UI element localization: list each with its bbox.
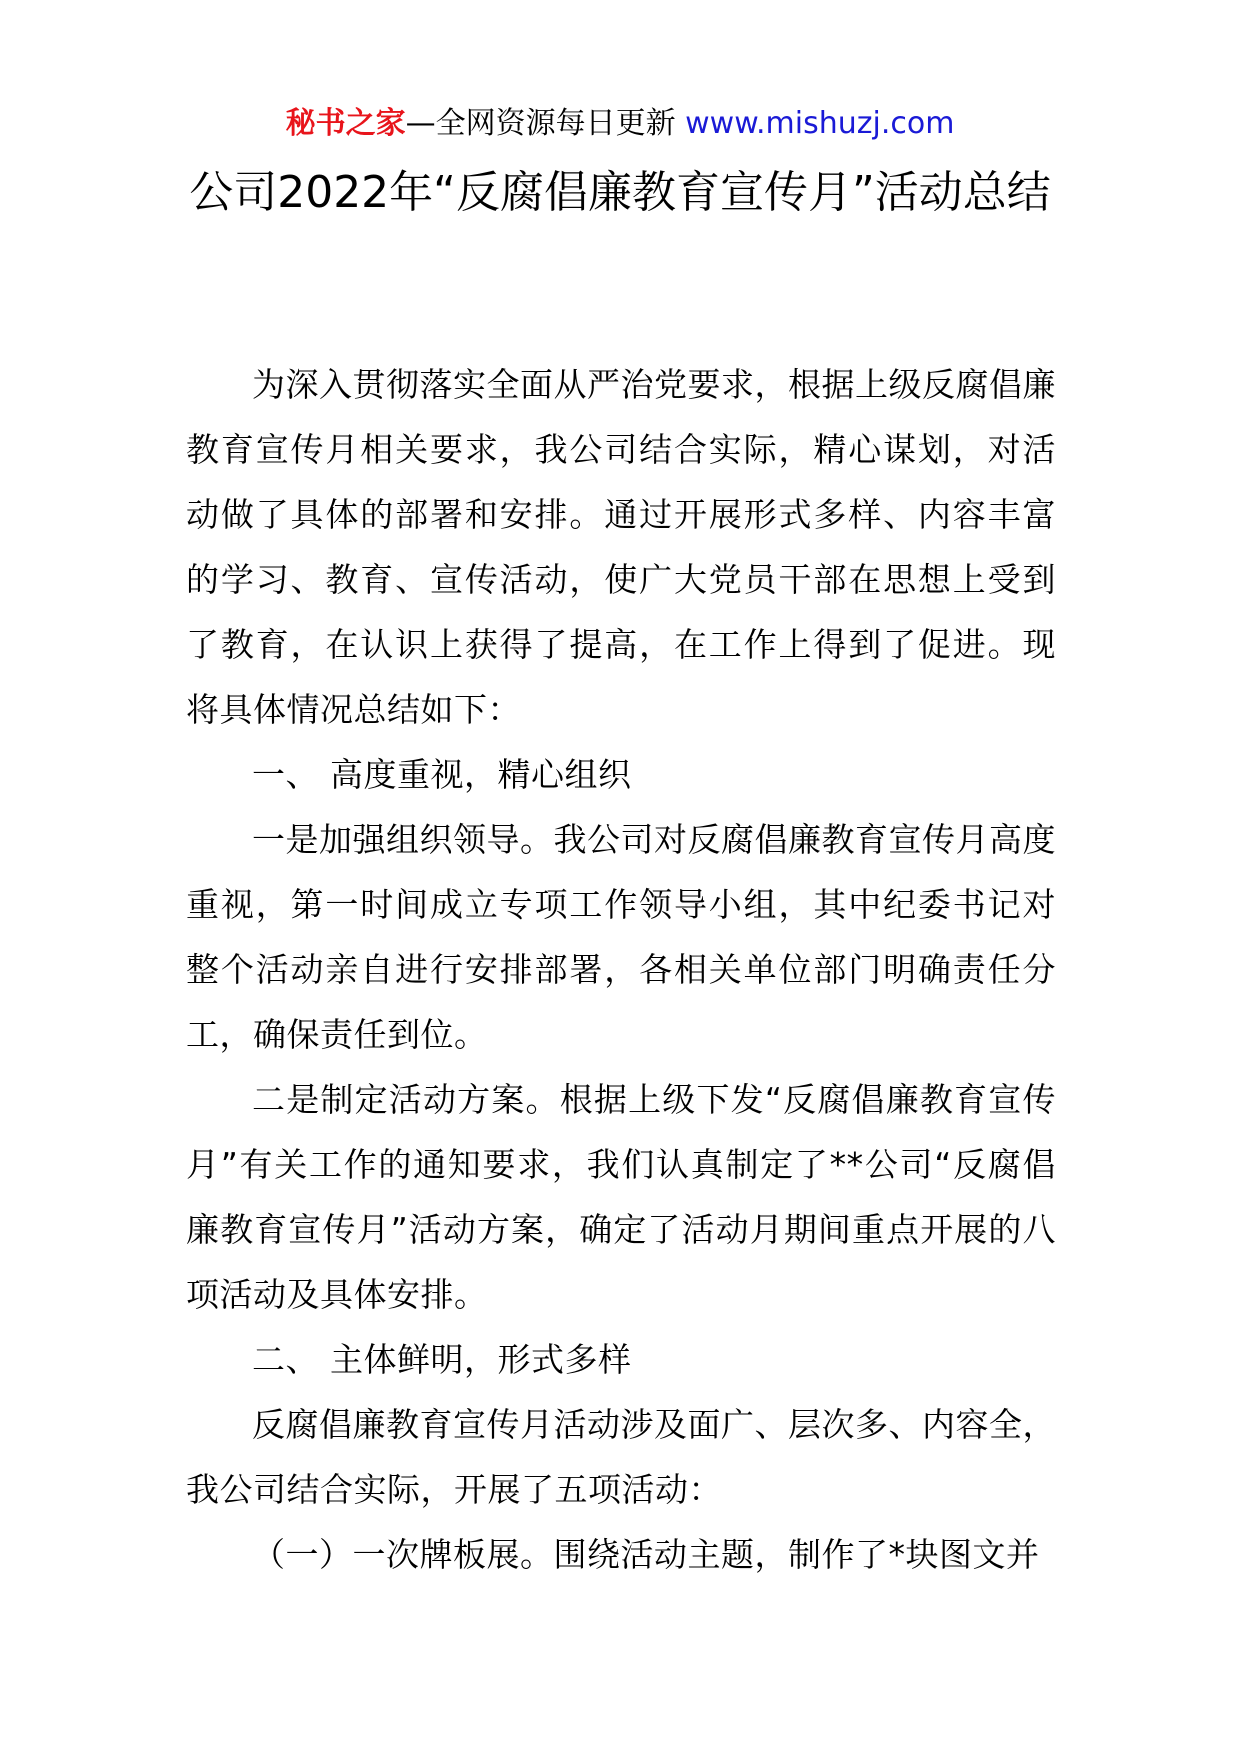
- site-url[interactable]: www.mishuzj.com: [685, 106, 955, 141]
- intro-paragraph: 为深入贯彻落实全面从严治党要求，根据上级反腐倡廉教育宣传月相关要求，我公司结合实际，精心谋划，对活动做了具体的部署和安排。通过开展形式多样、内容丰富的学习、教育、宣传活动，使广大党员干部在思想上受到了教育，在认识上获得了提高，在工作上得到了促进。现将具体情况总结如下：: [186, 365, 1056, 729]
- document-body: [186, 352, 1056, 1587]
- section-heading-1: 一、 高度重视，精心组织: [252, 755, 632, 794]
- body-paragraph: 反腐倡廉教育宣传月活动涉及面广、层次多、内容全，我公司结合实际，开展了五项活动：: [186, 1405, 1056, 1509]
- section-heading-2: 二、 主体鲜明，形式多样: [252, 1340, 632, 1379]
- site-brand: 秘书之家: [285, 106, 406, 141]
- body-paragraph: 二是制定活动方案。根据上级下发“反腐倡廉教育宣传月”有关工作的通知要求，我们认真制定了**公司“反腐倡廉教育宣传月”活动方案，确定了活动月期间重点开展的八项活动及具体安排。: [186, 1080, 1056, 1314]
- body-paragraph: （一）一次牌板展。围绕活动主题，制作了*块图文并: [252, 1535, 1040, 1574]
- document-title: 公司2022年“反腐倡廉教育宣传月”活动总结: [189, 167, 1051, 218]
- site-header: [0, 100, 1240, 148]
- site-tagline: —全网资源每日更新: [405, 106, 686, 141]
- body-paragraph: 一是加强组织领导。我公司对反腐倡廉教育宣传月高度重视，第一时间成立专项工作领导小组，其中纪委书记对整个活动亲自进行安排部署，各相关单位部门明确责任分工，确保责任到位。: [186, 820, 1056, 1054]
